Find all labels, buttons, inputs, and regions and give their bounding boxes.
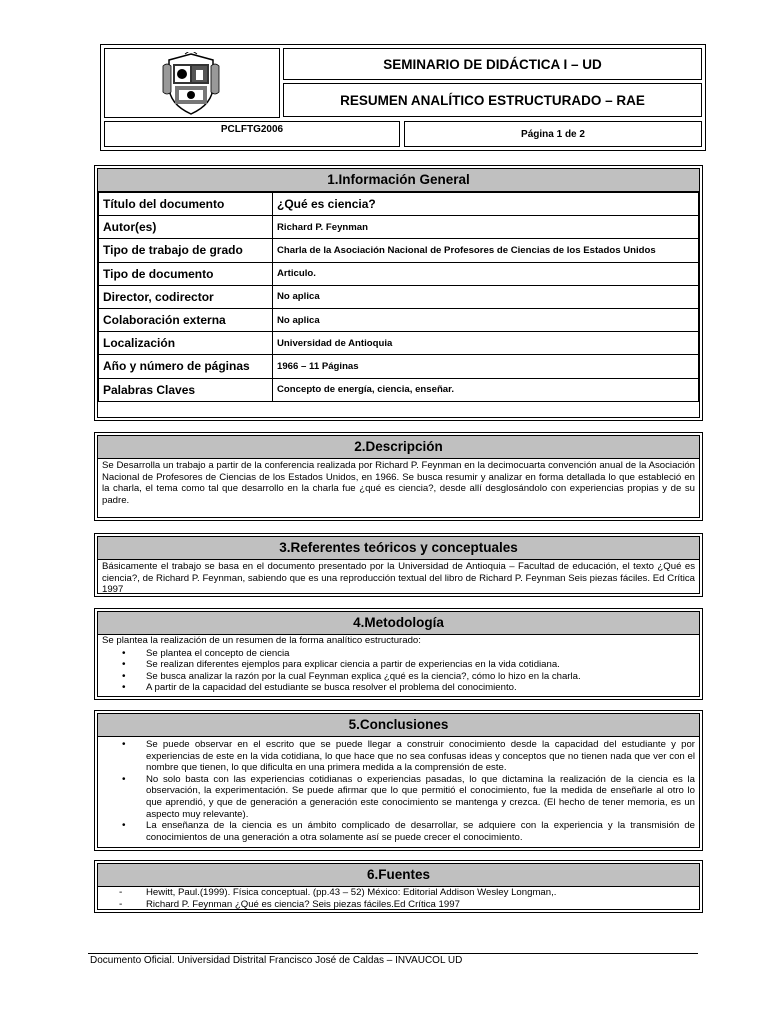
university-crest-icon	[161, 52, 221, 116]
row-label: Autor(es)	[99, 216, 273, 239]
row-label: Localización	[99, 332, 273, 355]
list-item: • A partir de la capacidad del estudiante se busca resolver el problema del conocimiento.	[146, 682, 695, 694]
list-item: - Hewitt, Paul.(1999). Física conceptual. (pp.43 – 52) México: Editorial Addison Wesley Longman,.	[146, 887, 695, 899]
conclusiones-list	[98, 737, 699, 843]
metodologia-list	[98, 648, 699, 694]
row-value: 1966 – 11 Páginas	[273, 355, 699, 378]
referentes-heading: 3.Referentes teóricos y conceptuales	[98, 537, 699, 560]
row-label: Tipo de documento	[99, 262, 273, 285]
metodologia-intro: Se plantea la realización de un resumen de la forma analítico estructurado:	[102, 635, 421, 646]
metodologia-inner	[97, 611, 700, 697]
info-table	[98, 192, 699, 402]
fuentes-heading: 6.Fuentes	[98, 864, 699, 887]
footer-text: Documento Oficial. Universidad Distrital Francisco José de Caldas – INVAUCOL UD	[90, 955, 463, 966]
table-row	[99, 308, 699, 331]
list-item: • No solo basta con las experiencias cotidianas o experiencias pasadas, lo que dictamina la realización de la ciencia es la observación, la experimentación. Se puede afirmar que lo que permitió el conocimiento, fue la medida de enseñarle al otro lo que aprendió, y que de generación a generación este conocimiento se mantenga y crezca. (El hecho de tener memoria, es un aspecto muy relevante).	[146, 774, 695, 820]
table-row	[99, 262, 699, 285]
row-label: Título del documento	[99, 193, 273, 216]
descripcion-heading: 2.Descripción	[98, 436, 699, 459]
row-label: Palabras Claves	[99, 378, 273, 401]
table-row	[99, 378, 699, 401]
list-item: • Se puede observar en el escrito que se puede llegar a construir conocimiento desde la capacidad del estudiante y por experiencias de este en la vida cotidiana, lo que hace que no sea confusas ideas y conceptos que no tienen nada que ver con el nombre que tienen, lo que dificulta en una primera medida a la comprensión de este.	[146, 739, 695, 774]
table-row	[99, 216, 699, 239]
list-item: • La enseñanza de la ciencia es un ámbito complicado de desarrollar, se adquiere con la experiencia y la transmisión de conocimientos de una generación a otra solamente así se puede crecer el conocimiento.	[146, 820, 695, 843]
row-label: Año y número de páginas	[99, 355, 273, 378]
metodologia-heading: 4.Metodología	[98, 612, 699, 635]
section-metodologia	[94, 608, 703, 700]
row-value: ¿Qué es ciencia?	[273, 193, 699, 216]
referentes-inner	[97, 536, 700, 594]
row-value: Articulo.	[273, 262, 699, 285]
descripcion-inner	[97, 435, 700, 518]
table-row	[99, 193, 699, 216]
logo-cell	[104, 48, 280, 118]
document-code: PCLFTG2006	[104, 121, 400, 147]
fuentes-inner	[97, 863, 700, 910]
row-value: Charla de la Asociación Nacional de Profesores de Ciencias de los Estados Unidos	[273, 239, 699, 262]
row-value: Universidad de Antioquia	[273, 332, 699, 355]
section-referentes	[94, 533, 703, 597]
table-row	[99, 355, 699, 378]
section-info	[94, 165, 703, 421]
page-number: Página 1 de 2	[404, 121, 702, 147]
section-descripcion	[94, 432, 703, 521]
row-label: Tipo de trabajo de grado	[99, 239, 273, 262]
row-value: Richard P. Feynman	[273, 216, 699, 239]
row-value: No aplica	[273, 285, 699, 308]
section-conclusiones	[94, 710, 703, 851]
row-value: Concepto de energía, ciencia, enseñar.	[273, 378, 699, 401]
conclusiones-heading: 5.Conclusiones	[98, 714, 699, 737]
fuentes-list	[98, 887, 699, 910]
list-item: • Se plantea el concepto de ciencia	[146, 648, 695, 660]
table-row	[99, 285, 699, 308]
row-label: Colaboración externa	[99, 308, 273, 331]
row-label: Director, codirector	[99, 285, 273, 308]
seminar-title: SEMINARIO DE DIDÁCTICA I – UD	[283, 48, 702, 80]
info-inner	[97, 168, 700, 418]
list-item: • Se busca analizar la razón por la cual Feynman explica ¿qué es la ciencia?, cómo lo hizo en la charla.	[146, 671, 695, 683]
descripcion-text: Se Desarrolla un trabajo a partir de la conferencia realizada por Richard P. Feynman en la decimocuarta convención anual de la Asociación Nacional de Profesores de Ciencias de los Estados Unidos, en 1966. Se busca resumir y analizar en forma detallada lo que estableció en la charla, el tema como tal que desarrollo en la charla fue ¿qué es ciencia?, desde allí desglosándolo con experiencias propias y de su padre.	[102, 460, 695, 506]
list-item: - Richard P. Feynman ¿Qué es ciencia? Seis piezas fáciles.Ed Crítica 1997	[146, 899, 695, 911]
table-row	[99, 332, 699, 355]
table-row	[99, 239, 699, 262]
row-value: No aplica	[273, 308, 699, 331]
conclusiones-inner	[97, 713, 700, 848]
info-heading: 1.Información General	[98, 169, 699, 192]
section-fuentes	[94, 860, 703, 913]
document-title: RESUMEN ANALÍTICO ESTRUCTURADO – RAE	[283, 83, 702, 117]
referentes-text: Básicamente el trabajo se basa en el documento presentado por la Universidad de Antioquia – Facultad de educación, el texto ¿Qué es ciencia?, de Richard P. Feynman, sabiendo que es una reproducción textual del libro de Richard P. Feynman Seis piezas fáciles. Ed Crítica 1997	[102, 561, 695, 596]
footer-rule	[88, 953, 698, 954]
list-item: • Se realizan diferentes ejemplos para explicar ciencia a partir de experiencias en la vida cotidiana.	[146, 659, 695, 671]
